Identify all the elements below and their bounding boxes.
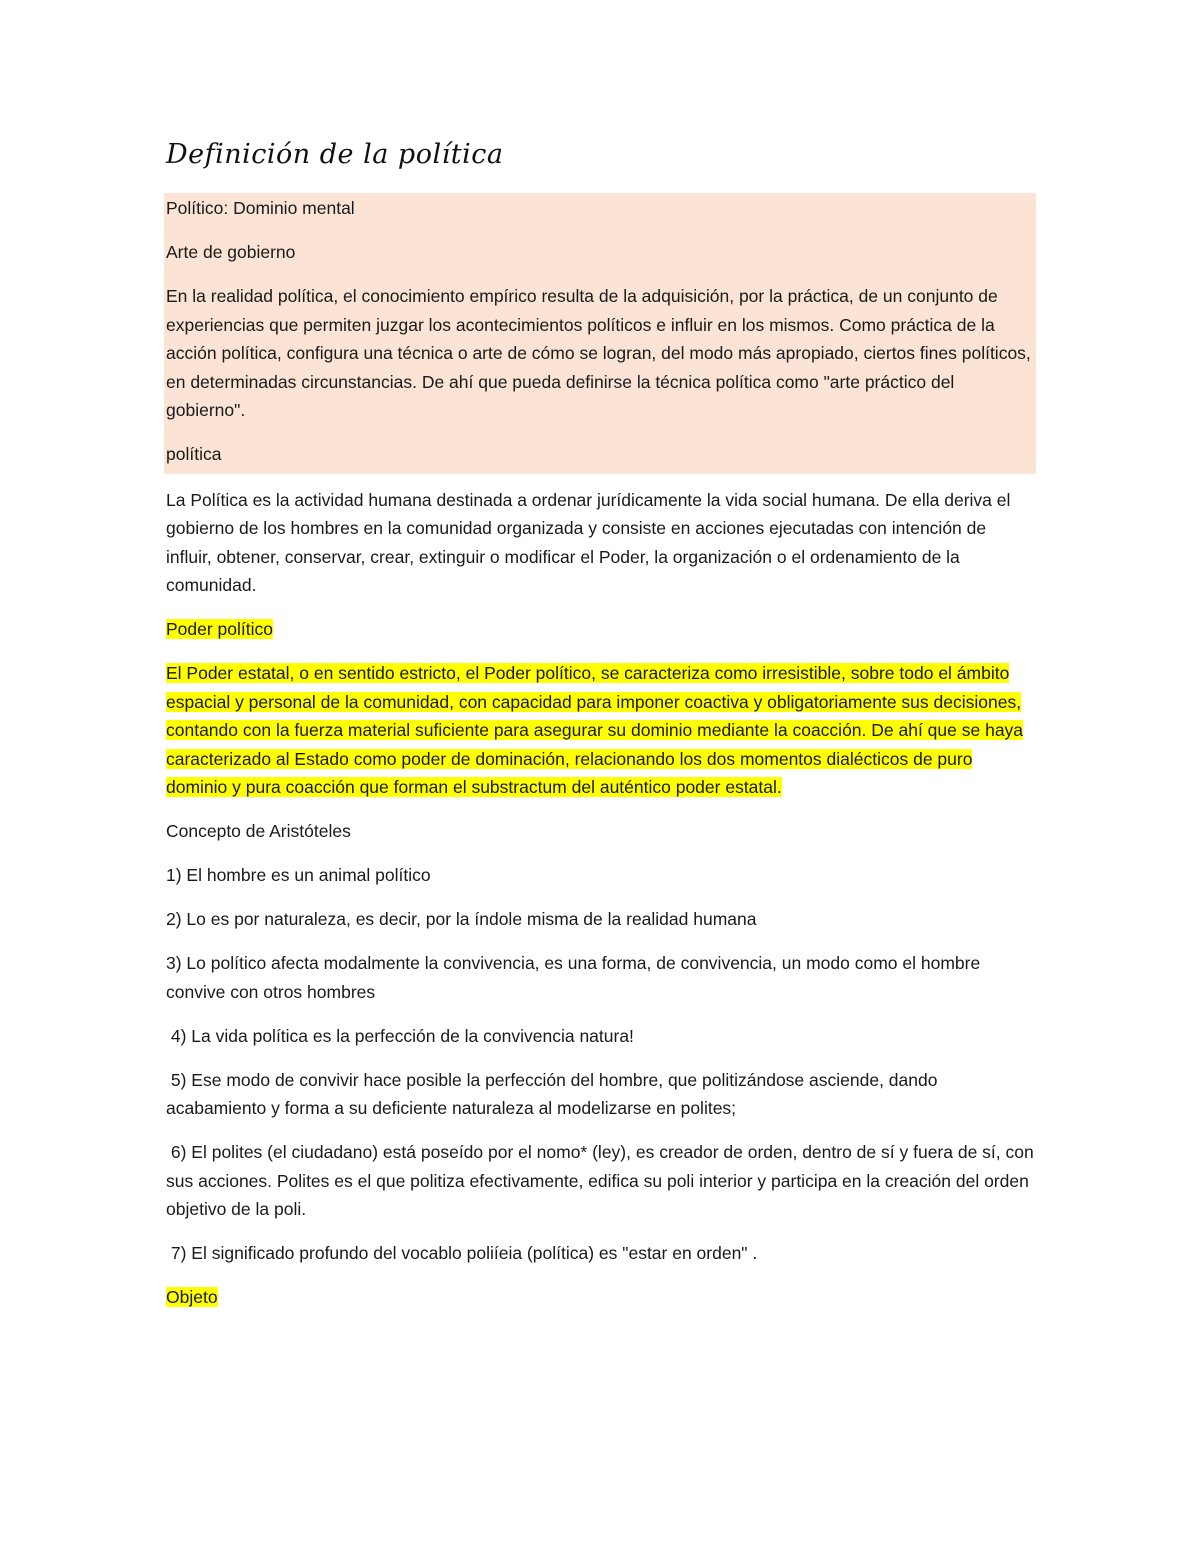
document-title: Definición de la política	[166, 139, 504, 170]
paragraph-poder-estatal: El Poder estatal, o en sentido estricto, el Poder político, se caracteriza como irresistible, sobre todo el ámbito espacial y personal de la comunidad, con capacidad para imponer coactiva y obligatoriamente sus decisiones, contando con la fuerza material suficiente para asegurar su dominio mediante la coacción. De ahí que se haya caracterizado al Estado como poder de dominación, relacionando los dos momentos dialécticos de puro dominio y pura coacción que forman el substractum del auténtico poder estatal.	[166, 663, 1024, 797]
list-item: 2) Lo es por naturaleza, es decir, por la índole misma de la realidad humana	[166, 909, 757, 929]
heading-poder-politico: Poder político	[166, 619, 274, 639]
heading-objeto-wrap	[166, 1283, 1036, 1312]
list-item: 5) Ese modo de convivir hace posible la perfección del hombre, que politizándose asciende, dando acabamiento y forma a su deficiente naturaleza al modelizarse en polites;	[166, 1069, 943, 1118]
heading-politico: Político: Dominio mental	[166, 198, 355, 218]
list-item: 1) El hombre es un animal político	[166, 865, 431, 885]
paragraph-realidad-politica: En la realidad política, el conocimiento empírico resulta de la adquisición, por la práctica, de un conjunto de experiencias que permiten juzgar los acontecimientos políticos e influir en los mismos. Como práctica de la acción política, configura una técnica o arte de cómo se logran, del modo más apropiado, ciertos fines políticos, en determinadas circunstancias. De ahí que pueda definirse la técnica política como "arte práctico del gobierno".	[166, 286, 1031, 420]
document-page	[166, 135, 1039, 1327]
paragraph-poder-wrap	[166, 659, 1036, 802]
heading-politica: política	[166, 444, 222, 464]
heading-poder-politico-wrap	[166, 615, 1036, 644]
paragraph-politica-definicion: La Política es la actividad humana destinada a ordenar jurídicamente la vida social humana. De ella deriva el gobierno de los hombres en la comunidad organizada y consiste en acciones ejecutadas con intención de influir, obtener, conservar, crear, extinguir o modificar el Poder, la organización o el ordenamiento de la comunidad.	[166, 489, 1011, 595]
heading-arte-de-gobierno: Arte de gobierno	[166, 242, 296, 262]
list-item: 7) El significado profundo del vocablo poliíeia (política) es "estar en orden" .	[166, 1243, 758, 1263]
heading-aristoteles: Concepto de Aristóteles	[166, 821, 351, 841]
list-item: 3) Lo político afecta modalmente la convivencia, es una forma, de convivencia, un modo como el hombre convive con otros hombres	[166, 953, 981, 1002]
heading-objeto: Objeto	[166, 1287, 218, 1307]
list-item: 4) La vida política es la perfección de la convivencia natura!	[166, 1025, 634, 1046]
list-item: 6) El polites (el ciudadano) está poseído por el nomo* (ley), es creador de orden, dentro de sí y fuera de sí, con sus acciones. Polites es el que politiza efectivamente, edifica su poli interior y participa en la creación del orden objetivo de la poli.	[166, 1142, 1039, 1219]
shaded-section	[164, 193, 1036, 474]
